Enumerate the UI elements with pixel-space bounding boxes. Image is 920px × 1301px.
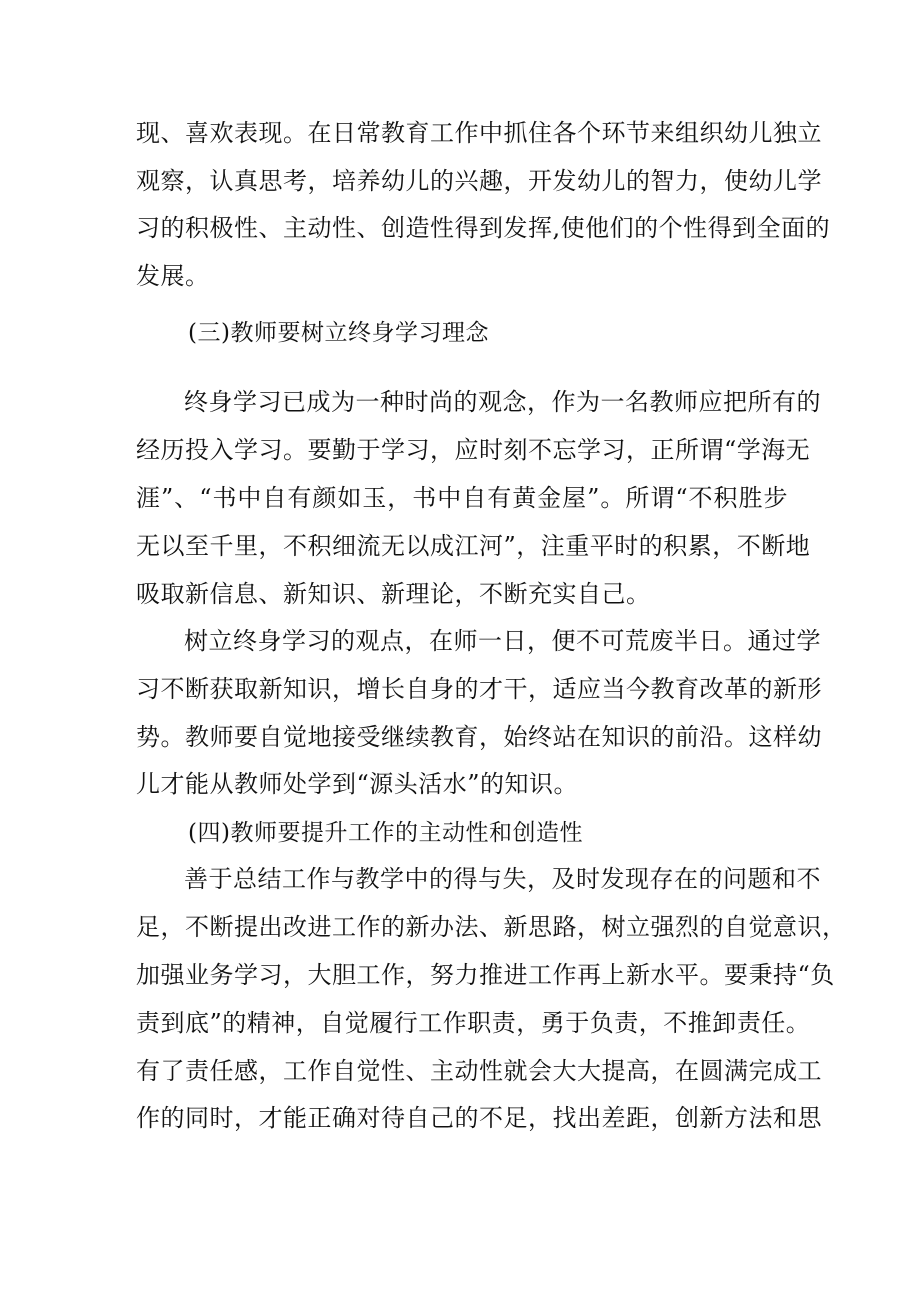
text-line: 足，不断提出改进工作的新办法、新思路，树立强烈的自觉意识， xyxy=(136,913,847,941)
text-line: 树立终身学习的观点，在师一日，便不可荒废半日。通过学 xyxy=(184,627,821,655)
text-line: 发展。 xyxy=(136,262,210,290)
text-line: 势。教师要自觉地接受继续教育，始终站在知识的前沿。这样幼 xyxy=(136,723,822,751)
text-line: 观察，认真思考，培养幼儿的兴趣，开发幼儿的智力，使幼儿学 xyxy=(136,167,822,195)
text-line: 习的积极性、主动性、创造性得到发挥,使他们的个性得到全面的 xyxy=(136,214,831,242)
text-line: 无以至千里，不积细流无以成江河”，注重平时的积累，不断地 xyxy=(136,532,811,560)
text-line: 涯”、“书中自有颜如玉，书中自有黄金屋”。所谓“不积胜步 xyxy=(136,484,788,512)
text-line: 作的同时，才能正确对待自己的不足，找出差距，创新方法和思 xyxy=(136,1104,822,1132)
section-heading-4: (四)教师要提升工作的主动性和创造性 xyxy=(188,820,583,846)
text-line: 吸取新信息、新知识、新理论，不断充实自己。 xyxy=(136,580,651,608)
text-line: 儿才能从教师处学到“源头活水”的知识。 xyxy=(136,770,579,798)
text-line: 加强业务学习，大胆工作，努力推进工作再上新水平。要秉持“负 xyxy=(136,961,835,989)
text-line: 经历投入学习。要勤于学习，应时刻不忘学习，正所谓“学海无 xyxy=(136,436,811,464)
text-line: 终身学习已成为一种时尚的观念，作为一名教师应把所有的 xyxy=(184,388,821,416)
text-line: 现、喜欢表现。在日常教育工作中抓住各个环节来组织幼儿独立 xyxy=(136,119,822,147)
section-heading-3: (三)教师要树立终身学习理念 xyxy=(188,320,489,346)
text-line: 习不断获取新知识，增长自身的才干，适应当今教育改革的新形 xyxy=(136,675,822,703)
text-line: 有了责任感，工作自觉性、主动性就会大大提高，在圆满完成工 xyxy=(136,1057,822,1085)
text-line: 善于总结工作与教学中的得与失，及时发现存在的问题和不 xyxy=(184,865,821,893)
text-line: 责到底”的精神，自觉履行工作职责，勇于负责，不推卸责任。 xyxy=(136,1009,811,1037)
